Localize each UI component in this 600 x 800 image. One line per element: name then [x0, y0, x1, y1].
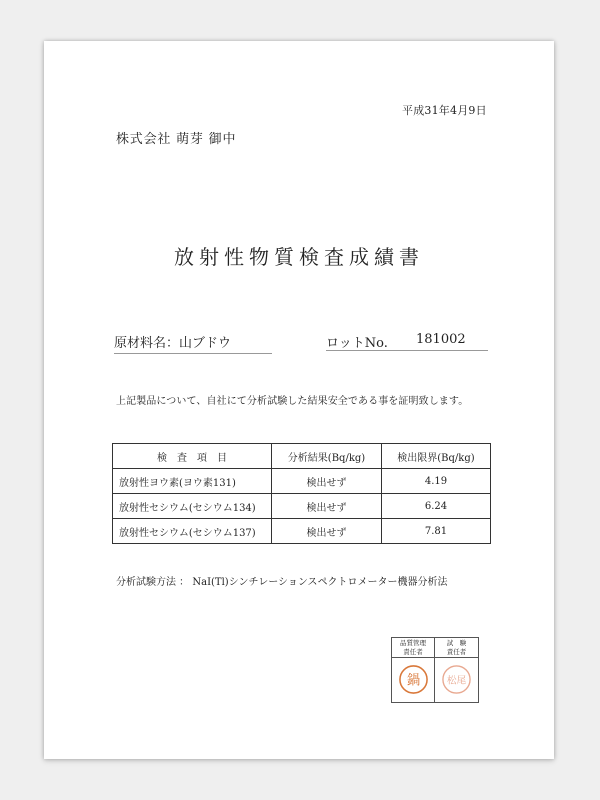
- limit-cell: 7.81: [381, 519, 490, 544]
- results-table: [112, 443, 491, 544]
- table-row: [113, 494, 491, 519]
- limit-cell: 4.19: [381, 469, 490, 494]
- table-row: [113, 469, 491, 494]
- header-detection-limit: 検出限界(Bq/kg): [381, 444, 490, 469]
- test-manager-seal-text: 松尾: [446, 675, 467, 687]
- limit-cell: 6.24: [381, 494, 490, 519]
- test-item-cell: 放射性セシウム(セシウム137): [113, 519, 272, 544]
- stamp-box-divider: [392, 657, 478, 658]
- analysis-method: 分析試験方法 ： NaI(Tl)シンチレーションスペクトロメーター機器分析法: [116, 577, 448, 588]
- addressee: 株式会社 萌芽 御中: [116, 132, 237, 147]
- document-title: 放射性物質検査成績書: [174, 245, 424, 269]
- document-date: 平成31年4月9日: [402, 104, 487, 117]
- quality-manager-seal-text: 鍋: [406, 672, 421, 689]
- test-item-cell: 放射性ヨウ素(ヨウ素131): [113, 469, 272, 494]
- table-row: [113, 519, 491, 544]
- lot-number-label: ロットNo.: [326, 336, 388, 351]
- lot-number-value: 181002: [416, 332, 466, 347]
- header-test-item: 検 査 項 目: [113, 444, 272, 469]
- test-item-cell: 放射性セシウム(セシウム134): [113, 494, 272, 519]
- header-analysis-result: 分析結果(Bq/kg): [272, 444, 382, 469]
- document-sheet: [44, 41, 554, 759]
- result-cell: 検出せず: [272, 494, 382, 519]
- result-cell: 検出せず: [272, 469, 382, 494]
- result-cell: 検出せず: [272, 519, 382, 544]
- test-manager-label: 試 験 責任者: [446, 639, 467, 656]
- certification-statement: 上記製品について、自社にて分析試験した結果安全である事を証明致します。: [116, 396, 469, 407]
- table-header-row: [113, 444, 491, 469]
- quality-manager-label: 品質管理 責任者: [400, 639, 426, 656]
- quality-manager-seal: [398, 664, 429, 695]
- material-name: 原材料名：山ブドウ: [114, 332, 272, 354]
- approval-stamp-box: [391, 637, 479, 703]
- test-manager-seal: [441, 664, 472, 695]
- lot-number-underline: [326, 350, 488, 351]
